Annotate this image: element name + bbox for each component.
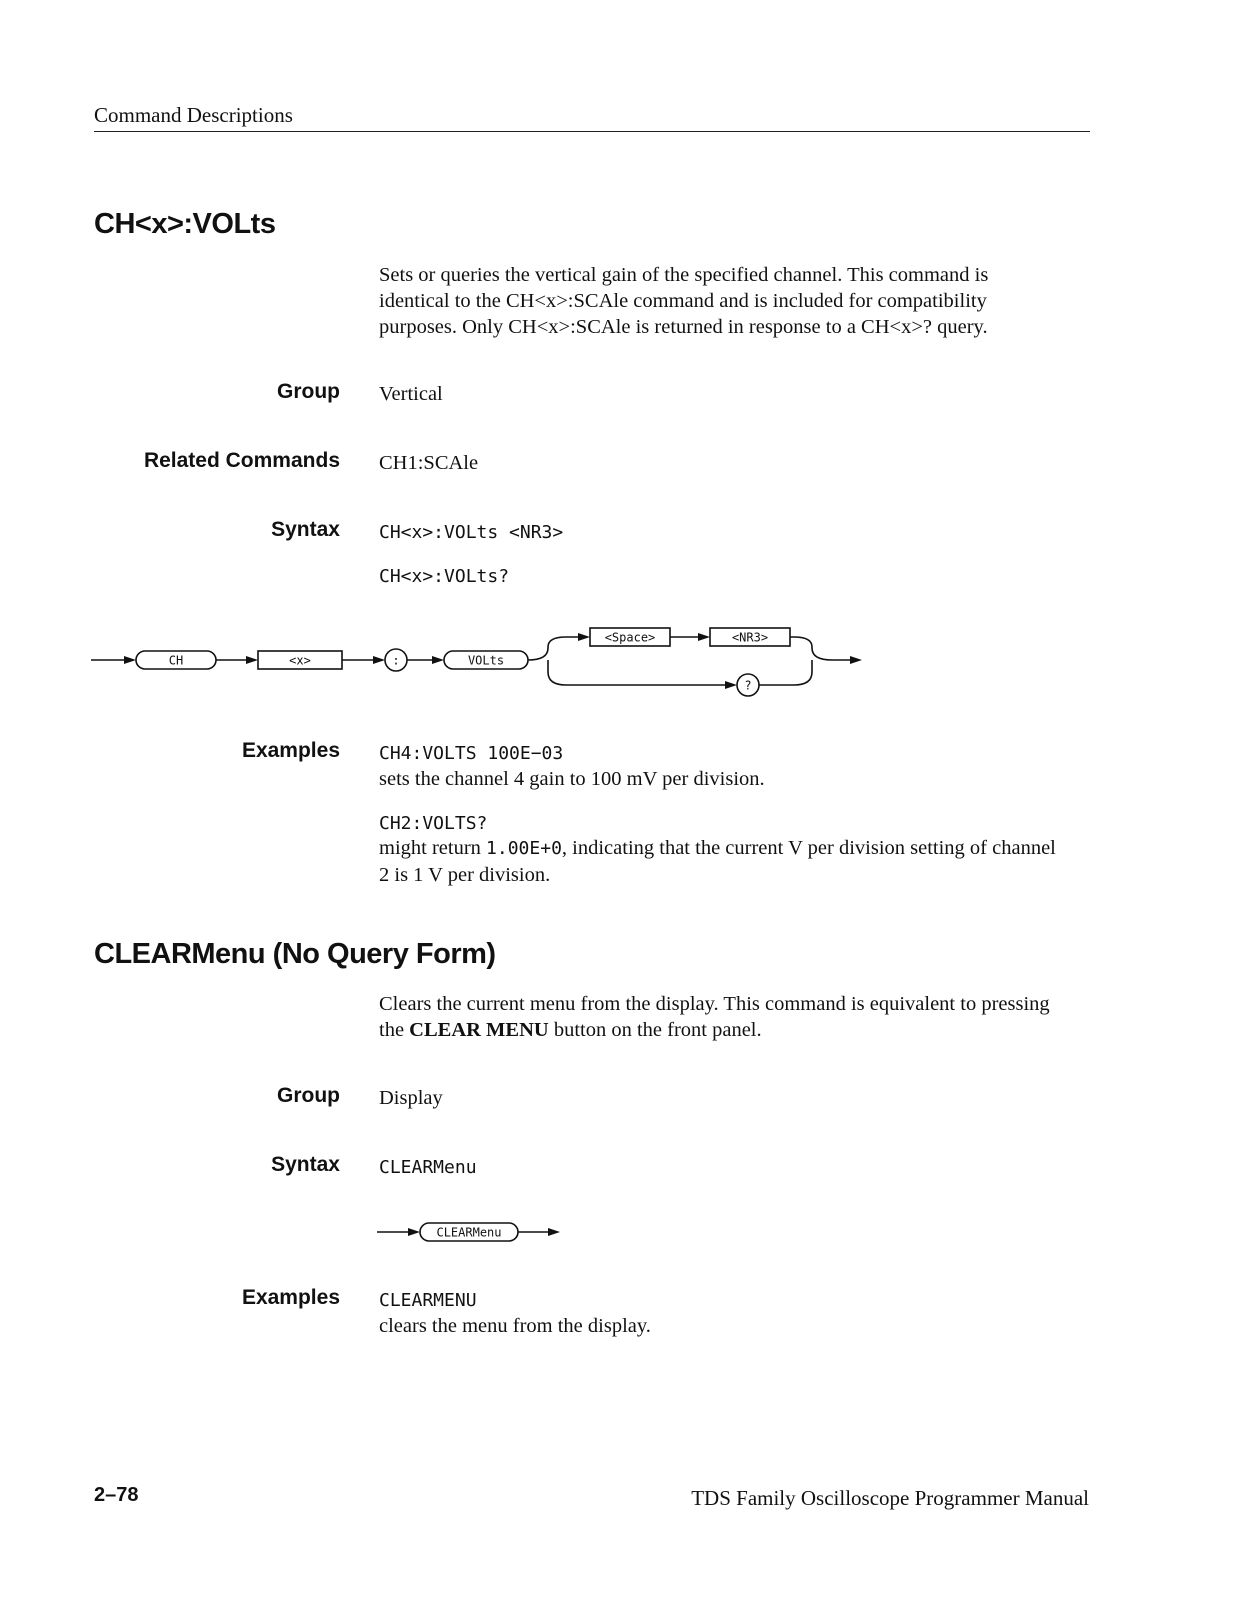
clearmenu-example-code: CLEARMENU (379, 1290, 477, 1311)
section-title-ch-volts: CH<x>:VOLts (94, 208, 276, 240)
example-2-text-before: might return (379, 837, 487, 859)
diagram-node-nr3: <NR3> (731, 630, 769, 645)
diagram-node-clearmenu: CLEARMenu (436, 1225, 502, 1240)
diagram-node-volts: VOLts (467, 653, 505, 668)
clearmenu-description-bold: CLEAR MENU (409, 1019, 549, 1041)
page-number: 2–78 (94, 1484, 139, 1506)
ch-volts-syntax-label: Syntax (271, 518, 340, 541)
ch-volts-related-label: Related Commands (143, 449, 340, 472)
header-rule (94, 131, 1090, 132)
clearmenu-description (379, 991, 1059, 1043)
ch-volts-group-label: Group (277, 380, 340, 403)
ch-volts-examples-label: Examples (241, 739, 340, 762)
section-title-clearmenu: CLEARMenu (No Query Form) (94, 938, 496, 970)
diagram-node-colon: : (392, 653, 400, 668)
ch-volts-example-1-text: sets the channel 4 gain to 100 mV per division. (379, 768, 765, 790)
diagram-node-query: ? (744, 678, 752, 693)
manual-title: TDS Family Oscilloscope Programmer Manual (691, 1486, 1089, 1510)
clearmenu-syntax: CLEARMenu (379, 1157, 477, 1178)
ch-volts-example-2-text (379, 835, 1059, 888)
clearmenu-group-value: Display (379, 1087, 443, 1109)
clearmenu-examples-label: Examples (241, 1286, 340, 1309)
ch-volts-example-1-code: CH4:VOLTS 100E−03 (379, 743, 564, 764)
ch-volts-example-2-code: CH2:VOLTS? (379, 813, 488, 834)
ch-volts-syntax-set: CH<x>:VOLts <NR3> (379, 522, 564, 543)
clearmenu-description-after: button on the front panel. (548, 1019, 762, 1041)
running-head: Command Descriptions (94, 103, 293, 127)
ch-volts-related-value: CH1:SCAle (379, 452, 479, 474)
clearmenu-example-text: clears the menu from the display. (379, 1315, 651, 1337)
example-2-inline-code: 1.00E+0 (486, 838, 562, 859)
ch-volts-syntax-query: CH<x>:VOLts? (379, 566, 510, 587)
example-2-text-after: , indicating that the current V per division setting of channel 2 is 1 V per division. (379, 837, 1056, 886)
clearmenu-syntax-label: Syntax (271, 1153, 340, 1176)
clearmenu-group-label: Group (277, 1084, 340, 1107)
diagram-node-x: <x> (289, 653, 311, 668)
clearmenu-syntax-diagram (0, 1212, 600, 1252)
ch-volts-group-value: Vertical (379, 383, 443, 405)
diagram-node-space: <Space> (604, 630, 656, 645)
ch-volts-description: Sets or queries the vertical gain of the specified channel. This command is identical to the CH<x>:SCAle command and is included for compatibility purposes. Only CH<x>:SCAle is returned in response to a CH<x>? query. (379, 264, 989, 338)
clearmenu-description-before: Clears the current menu from the display. This command is equivalent to pressing the (379, 993, 1050, 1041)
diagram-node-ch: CH (168, 653, 184, 668)
ch-volts-syntax-diagram (0, 615, 900, 705)
